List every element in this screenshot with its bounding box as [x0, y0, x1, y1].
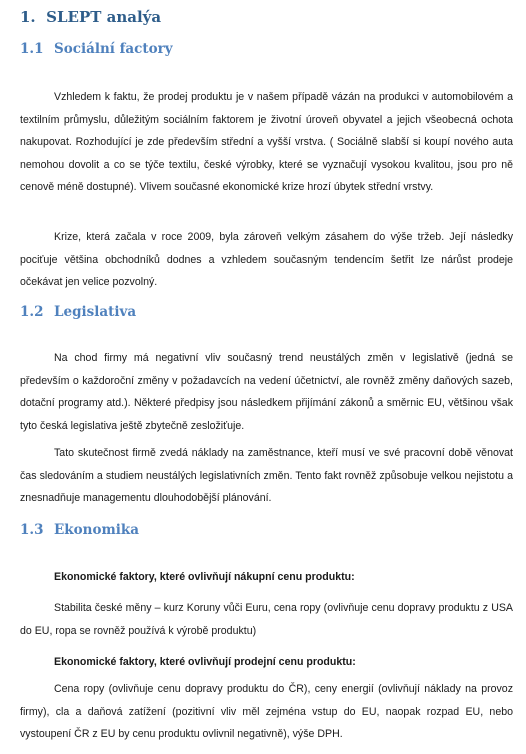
section-heading — [20, 41, 173, 57]
paragraph: Vzhledem k faktu, že prodej produktu je v našem případě vázán na produkci v automobilovém a textilním průmyslu, důležitým sociálním faktorem je životní úroveň obyvatel a jejich všeobecná ochota nakupovat. Rozhodující je zde především střední a vyšší vrstva. ( Sociálně slabší si koupí nového auta nemohou dovolit a co se týče textilu, české výrobky, které se vyznačují vysokou kvalitou, jsou pro ně cenově méně dostupné). Vlivem současné ekonomické krize hrozí úbytek střední vrstvy. — [20, 91, 513, 193]
section-heading — [20, 304, 136, 320]
paragraph: Stabilita české měny – kurz Koruny vůči Euru, cena ropy (ovlivňuje cenu dopravy produktu z USA do EU, ropa se rovněž používá k výrobě produktu) — [20, 602, 513, 637]
paragraph: Cena ropy (ovlivňuje cenu dopravy produktu do ČR), ceny energií (ovlivňují náklady na provoz firmy), cla a daňová zatížení (pozitivní vliv měl zejména vstup do EU, naopak rozpad EU, nebo vystoupení ČR z EU by cenu produktu ovlivnil negativně), výše DPH. — [20, 683, 513, 740]
section-title: Legislativa — [54, 304, 137, 320]
section-title: Sociální factory — [54, 41, 173, 57]
paragraph-bold: Ekonomické faktory, které ovlivňují prodejní cenu produktu: — [54, 656, 356, 668]
heading-1-number: 1. — [20, 8, 36, 26]
heading-1 — [20, 8, 161, 26]
section-heading — [20, 522, 139, 538]
paragraph-bold: Ekonomické faktory, které ovlivňují nákupní cenu produktu: — [54, 571, 355, 583]
heading-1-title: SLEPT analýa — [46, 8, 162, 26]
paragraph: Krize, která začala v roce 2009, byla zároveň velkým zásahem do výše tržeb. Její následky pociťuje většina obchodníků dodnes a vzhledem současným tendencím šetřit lze nárůst prodeje očekávat jen velice pozvolný. — [20, 231, 513, 288]
section-title: Ekonomika — [54, 522, 139, 538]
paragraph: Na chod firmy má negativní vliv současný trend neustálých změn v legislativě (jedná se především o každoroční změny v požadavcích na vedení účetnictví, ale rovněž změny daňových sazeb, dotační programy atd.). Některé předpisy jsou následkem přijímání zákonů a směrnic EU, většinou však tyto česká legislativa ještě zbytečně zesložiťuje. — [20, 352, 513, 432]
section-number: 1.1 — [20, 41, 44, 57]
section-number: 1.3 — [20, 522, 44, 538]
section-number: 1.2 — [20, 304, 44, 320]
paragraph: Tato skutečnost firmě zvedá náklady na zaměstnance, kteří musí ve své pracovní době věnovat čas sledováním a studiem neustálých legislativních změn. Tento fakt rovněž způsobuje velkou nejistotu a znesnadňuje managementu dlouhodobější plánování. — [20, 447, 513, 504]
